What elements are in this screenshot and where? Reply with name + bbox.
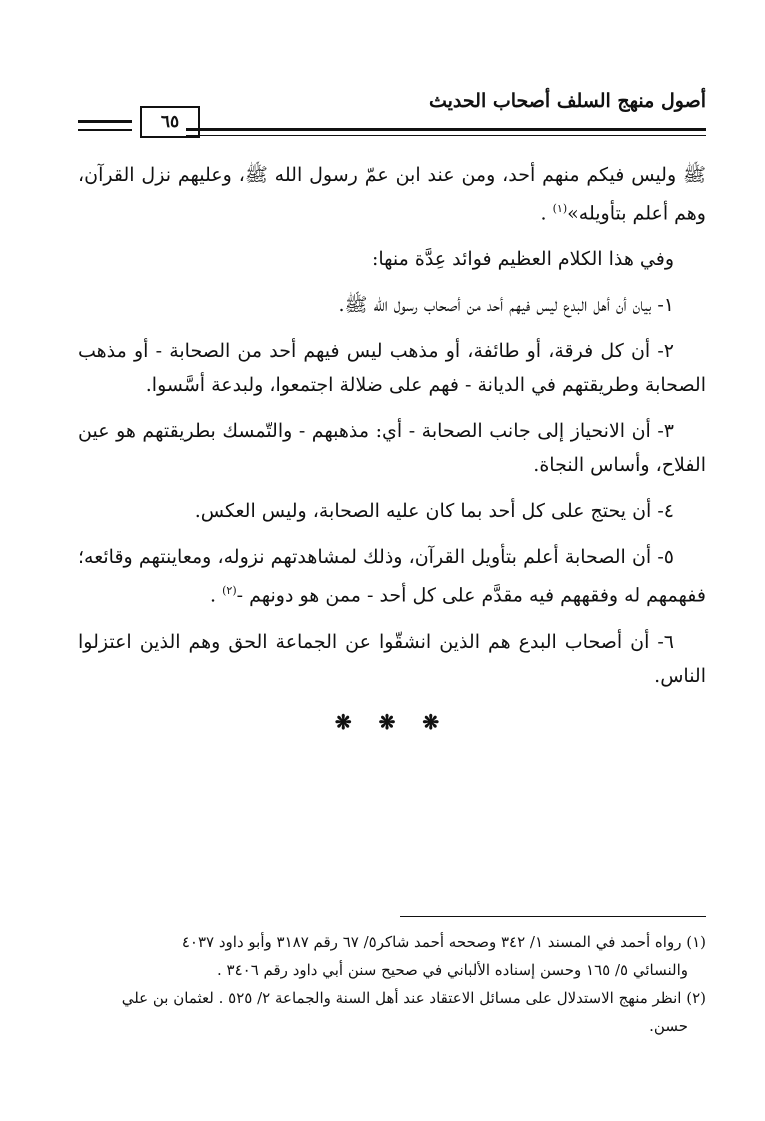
page-number-box bbox=[140, 106, 200, 138]
section-divider-stars: ❋ ❋ ❋ bbox=[334, 709, 450, 734]
footnote-1-line-1: (١) رواه أحمد في المسند ١/ ٣٤٢ وصححه أحمد شاكر٥/ ٦٧ رقم ٣١٨٧ وأبو داود ٤٠٣٧ bbox=[181, 933, 706, 951]
footnote-1-line-2: والنسائي ٥/ ١٦٥ وحسن إسناده الألباني في صحيح سنن أبي داود رقم ٣٤٠٦ . bbox=[216, 961, 688, 979]
header-rule-right bbox=[186, 128, 706, 136]
list-item-2: ٢- أن كل فرقة، أو طائفة، أو مذهب ليس فيهم أحد من الصحابة - أو مذهب الصحابة وطريقتهم في الديانة - فهم على ضلالة اجتمعوا، ولبدعة أسَّسوا. bbox=[78, 340, 706, 397]
list-item-1: ١- بيان أن أهل البدع ليس فيهم أحد من أصحاب رسول الله ﷺ. bbox=[338, 294, 674, 317]
paragraph-2: وفي هذا الكلام العظيم فوائد عِدَّة منها: bbox=[371, 248, 674, 271]
list-item-5-end: . bbox=[210, 584, 217, 607]
paragraph-1 bbox=[78, 158, 706, 230]
paragraph-1-end: . bbox=[540, 202, 547, 225]
header-rule-left bbox=[78, 120, 132, 131]
footnote-separator bbox=[400, 916, 706, 917]
list-item-6: ٦- أن أصحاب البدع هم الذين انشقّوا عن الجماعة الحق وهم الذين اعتزلوا الناس. bbox=[78, 630, 706, 687]
footnote-2-line-2: حسن. bbox=[649, 1017, 688, 1035]
list-item-3: ٣- أن الانحياز إلى جانب الصحابة - أي: مذهبهم - والتّمسك بطريقتهم هو عين الفلاح، وأساس النجاة. bbox=[78, 420, 706, 477]
list-item-5 bbox=[78, 540, 706, 612]
running-header bbox=[78, 82, 706, 142]
list-item-4: ٤- أن يحتج على كل أحد بما كان عليه الصحابة، وليس العكس. bbox=[194, 500, 674, 523]
footnote-ref-1: (١) bbox=[552, 202, 568, 215]
footnote-ref-2: (٢) bbox=[222, 584, 237, 598]
paragraph-1-text: ﷺ وليس فيكم منهم أحد، ومن عند ابن عمّ رسول الله ﷺ، وعليهم نزل القرآن، وهم أعلم بتأويله» bbox=[78, 164, 706, 225]
footnote-2-line-1: (٢) انظر منهج الاستدلال على مسائل الاعتقاد عند أهل السنة والجماعة ٢/ ٥٢٥ . لعثمان بن علي bbox=[121, 989, 706, 1007]
page-number: ٦٥ bbox=[160, 112, 180, 132]
list-item-5-text: ٥- أن الصحابة أعلم بتأويل القرآن، وذلك لمشاهدتهم نزوله، ومعاينتهم وقائعه؛ ففهمهم له وفقههم فيه مقدَّم على كل أحد - ممن هو دونهم - bbox=[78, 546, 706, 607]
book-title: أصول منهج السلف أصحاب الحديث bbox=[428, 90, 706, 112]
main-text bbox=[78, 158, 706, 739]
footnotes bbox=[78, 928, 706, 1040]
